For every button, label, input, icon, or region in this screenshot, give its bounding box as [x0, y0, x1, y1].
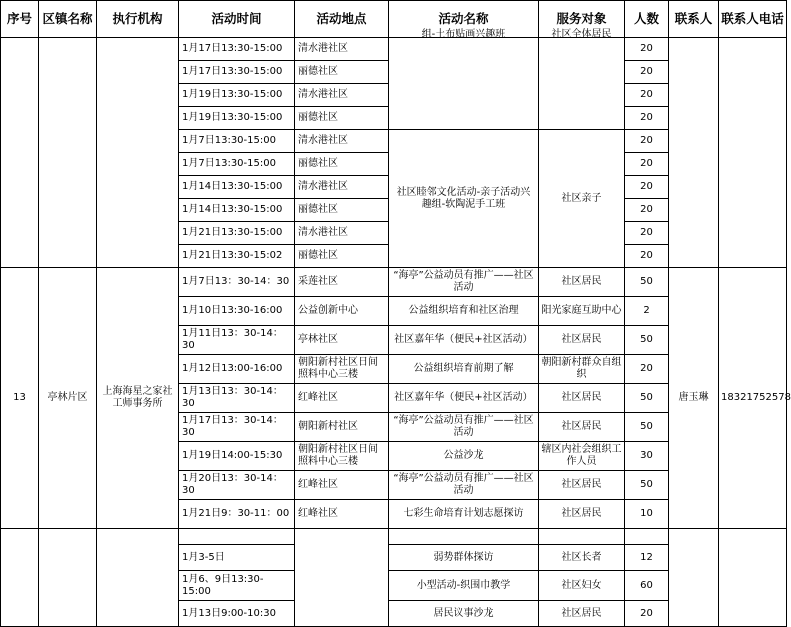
target-cell: 社区居民: [539, 471, 625, 500]
activity-name-cell: 社区睦邻文化活动-亲子活动兴趣组-软陶泥手工班: [389, 130, 539, 268]
target-text: 社区全体居民: [551, 29, 612, 40]
phone-cell: 18321752578: [719, 268, 787, 529]
header-org: 执行机构: [97, 1, 179, 38]
count-cell: 20: [625, 199, 669, 222]
time-cell: 1月19日13:30-15:00: [179, 107, 295, 130]
count-cell: 50: [625, 384, 669, 413]
count-cell: 20: [625, 153, 669, 176]
time-cell: 1月20日13：30-14：30: [179, 471, 295, 500]
time-cell: 1月7日13:30-15:00: [179, 130, 295, 153]
place-cell: 公益创新中心: [295, 297, 389, 326]
count-cell: 20: [625, 38, 669, 61]
target-cell: 阳光家庭互助中心: [539, 297, 625, 326]
contact-cell: [669, 529, 719, 627]
count-cell: 20: [625, 61, 669, 84]
contact-cell: 唐玉琳: [669, 268, 719, 529]
place-cell: 红峰社区: [295, 471, 389, 500]
table-row: [1, 268, 787, 297]
time-cell: 1月17日13：30-14：30: [179, 413, 295, 442]
place-cell: 清水港社区: [295, 176, 389, 199]
count-cell: 20: [625, 176, 669, 199]
place-cell: 清水港社区: [295, 222, 389, 245]
time-cell: 1月13日9:00-10:30: [179, 601, 295, 627]
table-row: [1, 38, 787, 61]
activity-name-cell: “海亭”公益动员有推广——社区活动: [389, 413, 539, 442]
place-cell: 清水港社区: [295, 84, 389, 107]
header-target: 服务对象: [539, 1, 625, 38]
target-cell: 社区居民: [539, 601, 625, 627]
header-phone: 联系人电话: [719, 1, 787, 38]
table-row: [1, 529, 787, 545]
place-cell: 红峰社区: [295, 500, 389, 529]
target-cell: [539, 29, 625, 130]
count-cell: 50: [625, 326, 669, 355]
count-cell: 20: [625, 107, 669, 130]
target-cell: 社区居民: [539, 413, 625, 442]
activity-name-cell: 公益沙龙: [389, 442, 539, 471]
place-cell: 朝阳新村社区: [295, 413, 389, 442]
phone-cell: [719, 529, 787, 627]
place-cell: 朝阳新村社区日间照料中心三楼: [295, 442, 389, 471]
place-cell: 朝阳新村社区日间照料中心三楼: [295, 355, 389, 384]
target-cell: [539, 529, 625, 545]
time-cell: 1月19日13:30-15:00: [179, 84, 295, 107]
count-cell: 20: [625, 130, 669, 153]
time-cell: 1月14日13:30-15:00: [179, 199, 295, 222]
time-cell: 1月11日13：30-14：30: [179, 326, 295, 355]
place-cell: 丽德社区: [295, 107, 389, 130]
header-count: 人数: [625, 1, 669, 38]
org-cell: [97, 529, 179, 627]
activity-name-cell: 社区嘉年华（便民+社区活动）: [389, 326, 539, 355]
count-cell: 20: [625, 222, 669, 245]
count-cell: [625, 529, 669, 545]
activity-name-cell: 公益组织培育和社区治理: [389, 297, 539, 326]
header-activity-name: 活动名称: [389, 1, 539, 38]
activity-name-cell: 小型活动-织围巾教学: [389, 571, 539, 601]
time-cell: [179, 529, 295, 545]
activity-name-cell: [389, 29, 539, 130]
place-cell: 丽德社区: [295, 153, 389, 176]
time-cell: 1月12日13:00-16:00: [179, 355, 295, 384]
seq-cell: [1, 529, 39, 627]
activity-name-cell: [389, 529, 539, 545]
seq-cell: 13: [1, 268, 39, 529]
time-cell: 1月17日13:30-15:00: [179, 61, 295, 84]
district-cell: 亭林片区: [39, 268, 97, 529]
activity-name-cell: 公益组织培育前期了解: [389, 355, 539, 384]
time-cell: 1月17日13:30-15:00: [179, 38, 295, 61]
seq-cell: [1, 38, 39, 268]
target-cell: 社区居民: [539, 326, 625, 355]
time-cell: 1月21日13:30-15:00: [179, 222, 295, 245]
place-cell: 亭林社区: [295, 326, 389, 355]
time-cell: 1月21日13:30-15:02: [179, 245, 295, 268]
place-cell: 丽德社区: [295, 245, 389, 268]
time-cell: 1月6、9日13:30-15:00: [179, 571, 295, 601]
activity-name-text: 组-土布贴画兴趣班: [421, 29, 506, 40]
activity-name-cell: 七彩生命培育计划志愿探访: [389, 500, 539, 529]
count-cell: 12: [625, 545, 669, 571]
time-cell: 1月13日13：30-14：30: [179, 384, 295, 413]
district-cell: [39, 529, 97, 627]
activity-name-cell: “海亭”公益动员有推广——社区活动: [389, 471, 539, 500]
target-cell: 社区居民: [539, 500, 625, 529]
time-cell: 1月21日9：30-11：00: [179, 500, 295, 529]
target-cell: 朝阳新村群众自组织: [539, 355, 625, 384]
header-contact: 联系人: [669, 1, 719, 38]
count-cell: 20: [625, 84, 669, 107]
target-cell: 社区居民: [539, 268, 625, 297]
header-place: 活动地点: [295, 1, 389, 38]
org-cell: 上海海星之家社工师事务所: [97, 268, 179, 529]
count-cell: 60: [625, 571, 669, 601]
district-cell: [39, 38, 97, 268]
phone-cell: [719, 38, 787, 268]
count-cell: 20: [625, 601, 669, 627]
target-cell: 辖区内社会组织工作人员: [539, 442, 625, 471]
place-cell: 采莲社区: [295, 268, 389, 297]
place-cell: 丽德社区: [295, 199, 389, 222]
activity-name-cell: “海亭”公益动员有推广——社区活动: [389, 268, 539, 297]
count-cell: 2: [625, 297, 669, 326]
count-cell: 20: [625, 355, 669, 384]
target-cell: 社区妇女: [539, 571, 625, 601]
target-cell: 社区居民: [539, 384, 625, 413]
time-cell: 1月10日13:30-16:00: [179, 297, 295, 326]
count-cell: 10: [625, 500, 669, 529]
place-cell: 红峰社区: [295, 384, 389, 413]
time-cell: 1月7日13：30-14：30: [179, 268, 295, 297]
activity-name-cell: 弱势群体探访: [389, 545, 539, 571]
header-time: 活动时间: [179, 1, 295, 38]
time-cell: 1月14日13:30-15:00: [179, 176, 295, 199]
header-seq: 序号: [1, 1, 39, 38]
count-cell: 30: [625, 442, 669, 471]
place-cell: 清水港社区: [295, 38, 389, 61]
activity-name-cell: 社区嘉年华（便民+社区活动）: [389, 384, 539, 413]
place-cell: 清水港社区: [295, 130, 389, 153]
target-cell: 社区长者: [539, 545, 625, 571]
count-cell: 50: [625, 413, 669, 442]
target-cell: 社区亲子: [539, 130, 625, 268]
count-cell: 20: [625, 245, 669, 268]
place-cell: 丽德社区: [295, 61, 389, 84]
place-cell: [295, 529, 389, 627]
activity-name-cell: 居民议事沙龙: [389, 601, 539, 627]
count-cell: 50: [625, 471, 669, 500]
header-district: 区镇名称: [39, 1, 97, 38]
contact-cell: [669, 38, 719, 268]
time-cell: 1月7日13:30-15:00: [179, 153, 295, 176]
time-cell: 1月3-5日: [179, 545, 295, 571]
time-cell: 1月19日14:00-15:30: [179, 442, 295, 471]
count-cell: 50: [625, 268, 669, 297]
org-cell: [97, 38, 179, 268]
